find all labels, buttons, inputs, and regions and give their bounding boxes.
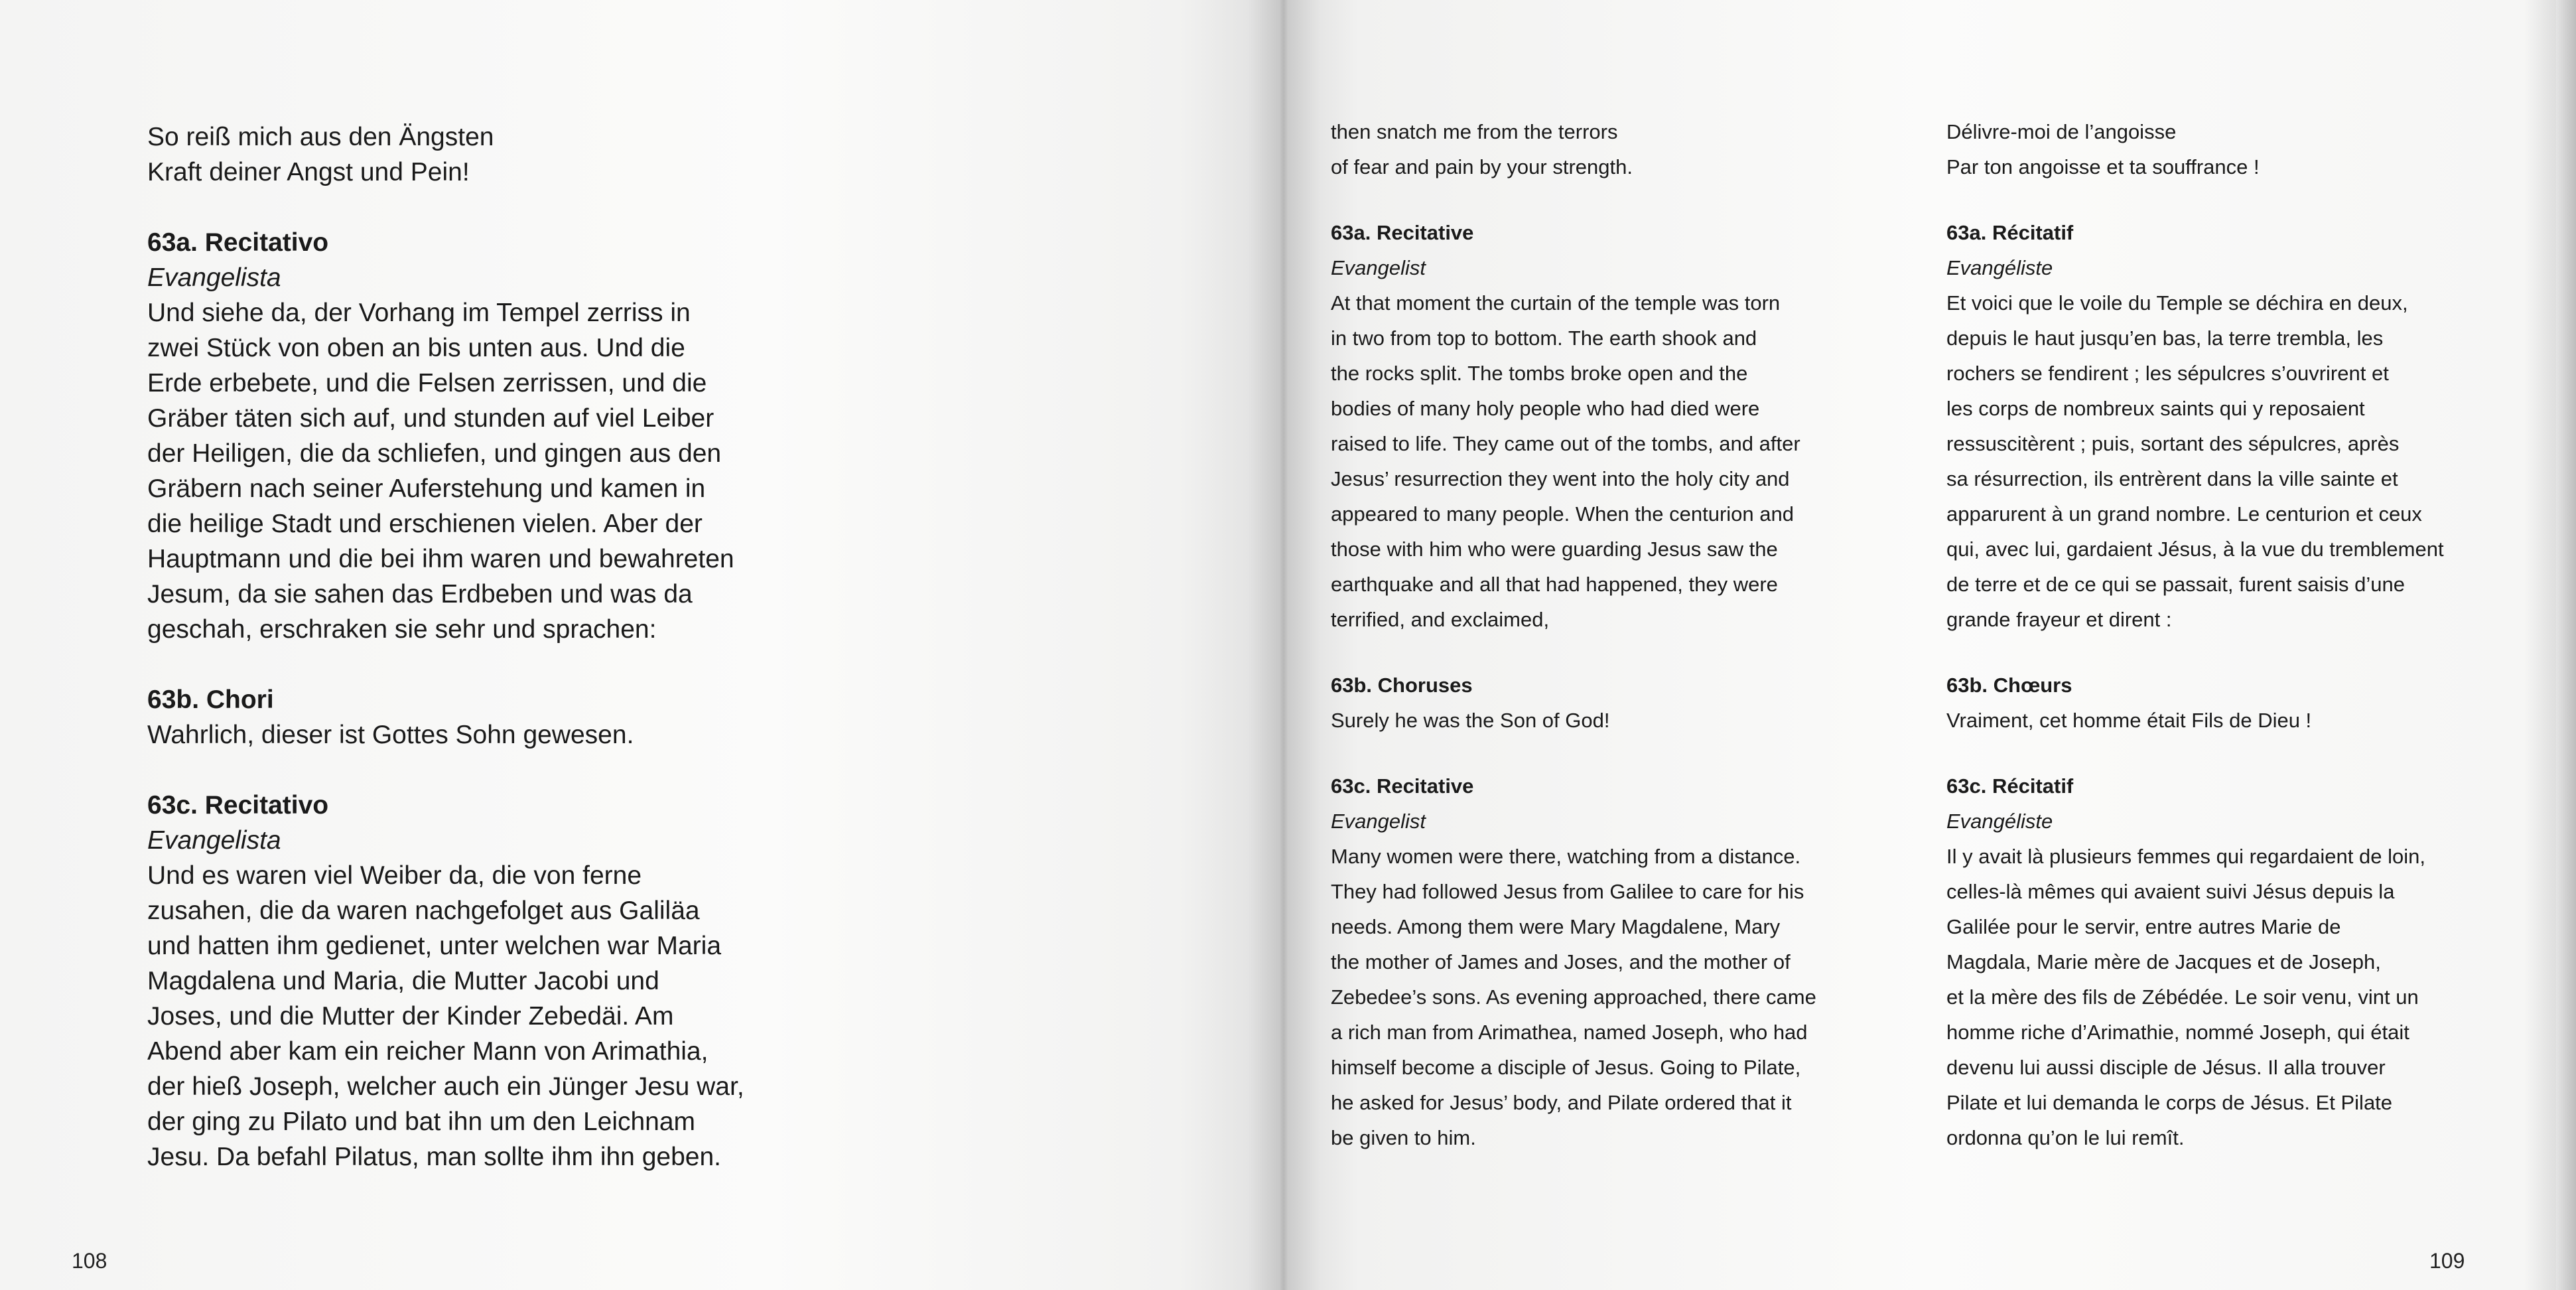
text-line: then snatch me from the terrors — [1331, 120, 1618, 143]
section-heading-63b: 63b. Chœurs — [1946, 674, 2072, 697]
role-label: Evangelist — [1331, 256, 1426, 279]
section-heading-63b: 63b. Chori — [147, 685, 274, 714]
text-line: ressuscitèrent ; puis, sortant des sépulcres, après — [1946, 432, 2400, 455]
text-line: der ging zu Pilato und bat ihn um den Leichnam — [147, 1108, 696, 1136]
text-line: Joses, und die Mutter der Kinder Zebedäi. Am — [147, 1002, 674, 1031]
text-line: Et voici que le voile du Temple se déchira en deux, — [1946, 291, 2408, 315]
text-line: Gräbern nach seiner Auferstehung und kamen in — [147, 474, 706, 503]
text-line: Erde erbebete, und die Felsen zerrissen, und die — [147, 369, 707, 397]
text-line: Hauptmann und die bei ihm waren und bewahreten — [147, 545, 734, 573]
text-line: ordonna qu’on le lui remît. — [1946, 1126, 2185, 1149]
text-line: They had followed Jesus from Galilee to care for his — [1331, 880, 1804, 903]
text-line: Pilate et lui demanda le corps de Jésus. Et Pilate — [1946, 1091, 2393, 1114]
text-line: Und es waren viel Weiber da, die von ferne — [147, 861, 642, 890]
text-line: of fear and pain by your strength. — [1331, 155, 1633, 179]
text-line: Und siehe da, der Vorhang im Tempel zerriss in — [147, 299, 691, 327]
text-line: the rocks split. The tombs broke open and the — [1331, 362, 1748, 385]
text-line: rochers se fendirent ; les sépulcres s’ouvrirent et — [1946, 362, 2389, 385]
text-line: Il y avait là plusieurs femmes qui regardaient de loin, — [1946, 845, 2425, 868]
text-line: those with him who were guarding Jesus saw the — [1331, 538, 1778, 561]
text-line: Gräber täten sich auf, und stunden auf viel Leiber — [147, 404, 714, 433]
role-label: Evangéliste — [1946, 256, 2053, 279]
section-heading-63c: 63c. Recitative — [1331, 774, 1474, 798]
text-line: celles-là mêmes qui avaient suivi Jésus depuis la — [1946, 880, 2395, 903]
text-line: grande frayeur et dirent : — [1946, 608, 2172, 631]
text-line: apparurent à un grand nombre. Le centurion et ceux — [1946, 502, 2422, 526]
text-line: Magdalena und Maria, die Mutter Jacobi und — [147, 967, 659, 995]
page-number-left: 108 — [72, 1249, 107, 1273]
role-label: Evangelista — [147, 826, 281, 855]
text-line: Vraiment, cet homme était Fils de Dieu ! — [1946, 709, 2312, 732]
text-line: earthquake and all that had happened, they were — [1331, 573, 1778, 596]
french-text-column — [1946, 114, 2510, 1155]
section-heading-63b: 63b. Choruses — [1331, 674, 1473, 697]
text-line: the mother of James and Joses, and the mother of — [1331, 950, 1791, 973]
text-line: Jesum, da sie sahen das Erdbeben und was da — [147, 580, 693, 609]
text-line: Surely he was the Son of God! — [1331, 709, 1610, 732]
text-line: At that moment the curtain of the temple was torn — [1331, 291, 1781, 315]
text-line: die heilige Stadt und erschienen vielen. Aber der — [147, 510, 703, 538]
text-line: der hieß Joseph, welcher auch ein Jünger Jesu war, — [147, 1072, 744, 1101]
section-heading-63c: 63c. Récitatif — [1946, 774, 2074, 798]
text-line: zwei Stück von oben an bis unten aus. Und die — [147, 334, 685, 362]
text-line: bodies of many holy people who had died were — [1331, 397, 1760, 420]
role-label: Evangéliste — [1946, 810, 2053, 833]
text-line: himself become a disciple of Jesus. Going to Pilate, — [1331, 1056, 1801, 1079]
page-number-right: 109 — [2429, 1249, 2465, 1273]
text-line: sa résurrection, ils entrèrent dans la ville sainte et — [1946, 467, 2398, 490]
text-line: raised to life. They came out of the tombs, and after — [1331, 432, 1800, 455]
text-line: Jesu. Da befahl Pilatus, man sollte ihm ihn geben. — [147, 1143, 721, 1171]
text-line: appeared to many people. When the centurion and — [1331, 502, 1794, 526]
section-heading-63a: 63a. Récitatif — [1946, 221, 2074, 244]
german-text-column — [147, 119, 784, 1175]
text-line: Abend aber kam ein reicher Mann von Arimathia, — [147, 1037, 709, 1066]
text-line: needs. Among them were Mary Magdalene, Mary — [1331, 915, 1781, 938]
text-line: devenu lui aussi disciple de Jésus. Il alla trouver — [1946, 1056, 2386, 1079]
text-line: depuis le haut jusqu’en bas, la terre trembla, les — [1946, 326, 2384, 350]
text-line: in two from top to bottom. The earth shook and — [1331, 326, 1757, 350]
text-line: be given to him. — [1331, 1126, 1476, 1149]
section-heading-63c: 63c. Recitativo — [147, 791, 329, 820]
text-line: les corps de nombreux saints qui y reposaient — [1946, 397, 2365, 420]
text-line: he asked for Jesus’ body, and Pilate ordered that it — [1331, 1091, 1792, 1114]
text-line: a rich man from Arimathea, named Joseph, who had — [1331, 1021, 1808, 1044]
text-line: So reiß mich aus den Ängsten — [147, 123, 494, 151]
text-line: de terre et de ce qui se passait, furent saisis d’une — [1946, 573, 2406, 596]
text-line: Magdala, Marie mère de Jacques et de Joseph, — [1946, 950, 2381, 973]
text-line: terrified, and exclaimed, — [1331, 608, 1550, 631]
text-line: Wahrlich, dieser ist Gottes Sohn gewesen. — [147, 721, 634, 749]
section-heading-63a: 63a. Recitativo — [147, 228, 329, 257]
role-label: Evangelist — [1331, 810, 1426, 833]
text-line: homme riche d’Arimathie, nommé Joseph, qui était — [1946, 1021, 2409, 1044]
text-line: und hatten ihm gedienet, unter welchen war Maria — [147, 932, 722, 960]
page-edge — [2556, 0, 2576, 1290]
book-gutter — [1247, 0, 1320, 1290]
english-text-column — [1331, 114, 1895, 1155]
text-line: der Heiligen, die da schliefen, und gingen aus den — [147, 439, 722, 468]
text-line: et la mère des fils de Zébédée. Le soir venu, vint un — [1946, 985, 2419, 1009]
text-line: Jesus’ resurrection they went into the holy city and — [1331, 467, 1790, 490]
text-line: Par ton angoisse et ta souffrance ! — [1946, 155, 2260, 179]
text-line: Délivre-moi de l’angoisse — [1946, 120, 2177, 143]
text-line: Zebedee’s sons. As evening approached, there came — [1331, 985, 1816, 1009]
text-line: Many women were there, watching from a distance. — [1331, 845, 1801, 868]
text-line: geschah, erschraken sie sehr und sprachen: — [147, 615, 657, 644]
role-label: Evangelista — [147, 263, 281, 292]
text-line: Galilée pour le servir, entre autres Marie de — [1946, 915, 2341, 938]
text-line: qui, avec lui, gardaient Jésus, à la vue du tremblement — [1946, 538, 2444, 561]
section-heading-63a: 63a. Recitative — [1331, 221, 1474, 244]
text-line: Kraft deiner Angst und Pein! — [147, 158, 470, 186]
text-line: zusahen, die da waren nachgefolget aus Galiläa — [147, 896, 700, 925]
